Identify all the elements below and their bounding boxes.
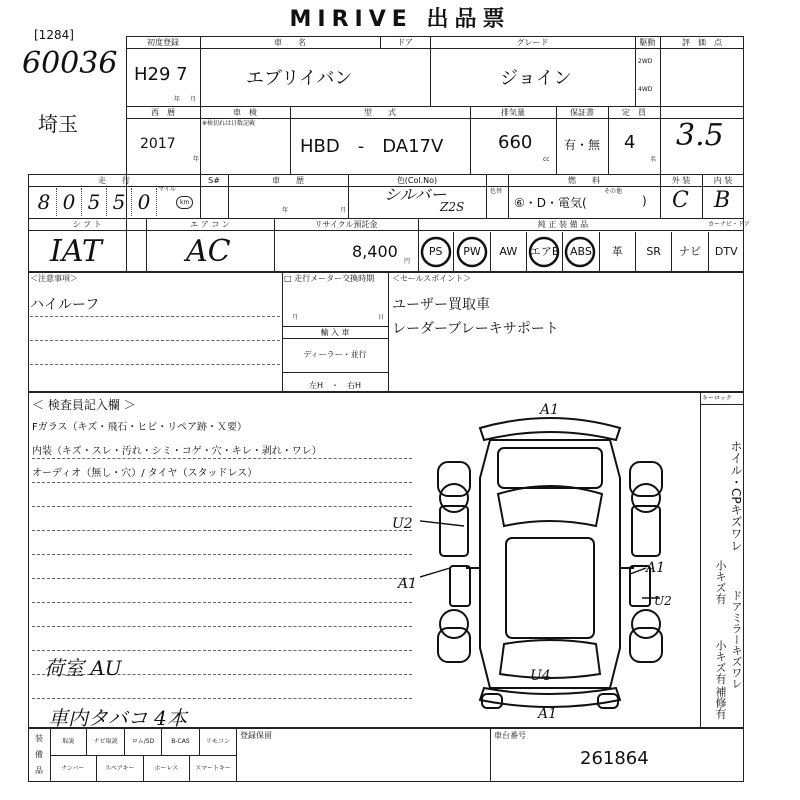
km-label: km bbox=[176, 196, 193, 209]
hdr-mileage: 走 行 bbox=[98, 176, 130, 185]
footer-item: ナンバー bbox=[50, 755, 97, 782]
footer-item: スマートキー bbox=[195, 765, 232, 772]
equip-leather: 革 bbox=[600, 232, 636, 272]
displacement-value: 660 bbox=[498, 132, 533, 153]
cc-unit: cc bbox=[543, 156, 550, 163]
equipment-circles bbox=[418, 232, 618, 272]
diagram-mark-right-side: A1 bbox=[646, 560, 666, 576]
legend-col2b: ドアミラーキズワレ bbox=[730, 590, 743, 689]
hdr-sales-points: ＜セールスポイント＞ bbox=[392, 274, 472, 283]
hdr-aircon: エ ア コ ン bbox=[190, 220, 230, 229]
footer-label-2: 備 bbox=[35, 750, 43, 759]
mileage-digit: 5 bbox=[82, 188, 107, 216]
mileage-digit: 0 bbox=[57, 188, 82, 216]
import-dealer: ディーラー・並行 bbox=[303, 350, 367, 359]
seats-value: 4 bbox=[624, 132, 636, 153]
year-unit: 年 bbox=[174, 96, 181, 103]
drive-4wd: 4WD bbox=[638, 86, 653, 93]
hdr-seats: 定 員 bbox=[622, 108, 646, 117]
equip-pw: PW bbox=[454, 232, 490, 272]
inspection-note: ※検切れは日数記載 bbox=[202, 120, 256, 127]
warranty-value: 有・無 bbox=[564, 138, 601, 152]
color-code: Z2S bbox=[440, 200, 465, 214]
inspector-line2: 内装（キズ・スレ・汚れ・シミ・コゲ・穴・キレ・剥れ・ワレ） bbox=[32, 446, 322, 457]
hdr-keylock: キーロック bbox=[702, 395, 732, 402]
equip-abs: ABS bbox=[563, 232, 599, 272]
registration-label: 登録保留 bbox=[240, 731, 272, 740]
equip-airbag: エアB bbox=[527, 232, 563, 272]
legend-col3a: 小キズ有 bbox=[714, 640, 727, 684]
chassis-number: 261864 bbox=[580, 748, 649, 769]
hdr-first-reg: 初度登録 bbox=[147, 38, 179, 47]
diagram-mark-left-front: U2 bbox=[392, 516, 413, 532]
inspector-line3: オーディオ（無し・穴）/ タイヤ（スタッドレス） bbox=[32, 468, 258, 479]
score-value: 3.5 bbox=[676, 118, 724, 153]
fuel-close: ) bbox=[642, 194, 647, 208]
history-year: 年 bbox=[282, 207, 289, 214]
footer-label-1: 装 bbox=[35, 734, 43, 743]
hdr-fuel: 燃 料 bbox=[568, 176, 600, 185]
mileage-digit: 5 bbox=[107, 188, 132, 216]
equip-ps: PS bbox=[418, 232, 454, 272]
legend-col3b: 補修有 bbox=[714, 686, 727, 719]
diagram-mark-front: A1 bbox=[540, 402, 560, 418]
hdr-recycle: リサイクル預託金 bbox=[314, 220, 378, 229]
shift-value: IAT bbox=[50, 234, 102, 269]
hdr-s-meter: S# bbox=[208, 176, 220, 185]
mileage-digit: 8 bbox=[32, 188, 57, 216]
aircon-value: AC bbox=[186, 234, 231, 269]
cautions-text: ハイルーフ bbox=[30, 297, 100, 313]
hdr-displacement: 排気量 bbox=[501, 108, 525, 117]
interior-grade: B bbox=[714, 188, 731, 213]
odometer-day: 日 bbox=[378, 314, 385, 321]
footer-item: スペアキー bbox=[97, 755, 144, 782]
color-tag: 色替 bbox=[490, 188, 503, 195]
lot-number: 60036 bbox=[22, 46, 118, 81]
equip-aw: AW bbox=[491, 232, 527, 272]
footer-item: リモコン bbox=[205, 738, 230, 745]
hdr-color: 色(Col.No) bbox=[396, 176, 438, 185]
sales-point-1: ユーザー買取車 bbox=[392, 297, 490, 313]
footer-item: ナビ取説 bbox=[87, 728, 124, 755]
footer-label-3: 品 bbox=[35, 766, 43, 775]
hdr-shift: シ フ ト bbox=[72, 220, 102, 229]
hdr-car-name: 車 名 bbox=[274, 38, 306, 47]
odometer-month: 月 bbox=[292, 314, 299, 321]
hdr-car-history: 車 歴 bbox=[272, 176, 304, 185]
hdr-model-type: 型 式 bbox=[364, 108, 396, 117]
month-unit: 月 bbox=[190, 96, 197, 103]
diagram-mark-rear-bumper: A1 bbox=[538, 706, 558, 722]
hdr-interior: 内 装 bbox=[713, 176, 733, 185]
hdr-score: 評 価 点 bbox=[682, 38, 722, 47]
equip-sunroof: SR bbox=[636, 232, 672, 272]
hdr-exterior: 外 装 bbox=[671, 176, 691, 185]
inspector-hand-note-2: 車内タバコ 4本 bbox=[48, 706, 187, 730]
western-year-value: 2017 bbox=[140, 136, 176, 152]
car-name-value: エブリイバン bbox=[246, 68, 353, 89]
lot-bracket-number: [1284] bbox=[34, 28, 74, 42]
inspector-hand-note-1: 荷室 AU bbox=[44, 656, 122, 680]
sales-point-2: レーダーブレーキサポート bbox=[392, 321, 559, 337]
hdr-import: 輸 入 車 bbox=[320, 328, 350, 337]
history-month: 月 bbox=[340, 207, 347, 214]
fuel-other: その他 bbox=[604, 188, 623, 195]
hdr-inspector-notes: ＜ 検査員記入欄 ＞ bbox=[32, 398, 136, 412]
legend-col1: ホイル・CPキズワレ bbox=[729, 440, 743, 552]
yen-unit: 円 bbox=[404, 258, 411, 265]
hdr-odometer-swap: □ 走行メーター交換時期 bbox=[284, 274, 375, 283]
hdr-cautions: ＜注意事項＞ bbox=[30, 274, 78, 283]
region: 埼玉 bbox=[38, 112, 78, 136]
mileage-digit: 0 bbox=[132, 188, 157, 216]
color-value: シルバー bbox=[384, 185, 447, 204]
exterior-grade: C bbox=[672, 188, 689, 213]
footer-item: 取説 bbox=[50, 728, 87, 755]
diagram-mark-rear: U4 bbox=[530, 668, 551, 684]
drive-2wd: 2WD bbox=[638, 58, 653, 65]
hdr-grade: グレード bbox=[516, 38, 549, 47]
hdr-drive: 駆動 bbox=[639, 38, 656, 47]
mileage-digits bbox=[32, 188, 157, 216]
person-unit: 名 bbox=[650, 156, 657, 163]
hdr-door: ドア bbox=[397, 38, 413, 47]
hdr-equipment: 純 正 装 備 品 bbox=[537, 220, 589, 229]
page-title: MIRIVE 出品票 bbox=[289, 7, 511, 32]
mile-label: マイル bbox=[158, 186, 176, 193]
footer-items-bottom bbox=[50, 755, 236, 782]
hdr-western: 西 暦 bbox=[151, 108, 175, 117]
model-type-value: HBD - DA17V bbox=[300, 136, 444, 157]
hdr-warranty: 保証書 bbox=[570, 108, 594, 117]
year-label: 年 bbox=[193, 156, 200, 163]
inspector-line1: Fガラス（キズ・飛石・ヒビ・リペア跡・Ｘ要） bbox=[32, 422, 248, 433]
fuel-value: ⑥・D・電気( bbox=[514, 196, 587, 210]
equip-navi: ナビ bbox=[672, 232, 708, 272]
equip-dtv: DTV bbox=[714, 245, 738, 258]
first-reg-value: H29 7 bbox=[134, 64, 188, 85]
footer-items-top bbox=[50, 728, 236, 755]
diagram-mark-right-rear: U2 bbox=[654, 594, 672, 608]
equip-extra: カーナビ・ドア bbox=[708, 221, 750, 228]
footer-item: ロム/SD bbox=[125, 728, 162, 755]
recycle-value: 8,400 bbox=[352, 242, 398, 261]
footer-item: B-CAS bbox=[162, 728, 199, 755]
hdr-inspection: 車 検 bbox=[233, 108, 257, 117]
grade-value: ジョイン bbox=[500, 68, 572, 89]
footer-item: ホーレス bbox=[144, 755, 191, 782]
chassis-label: 車台番号 bbox=[494, 731, 526, 740]
legend-col2a: 小キズ有 bbox=[714, 560, 727, 604]
diagram-mark-left-side: A1 bbox=[398, 576, 418, 592]
import-steering: 左H ・ 右H bbox=[308, 381, 362, 390]
